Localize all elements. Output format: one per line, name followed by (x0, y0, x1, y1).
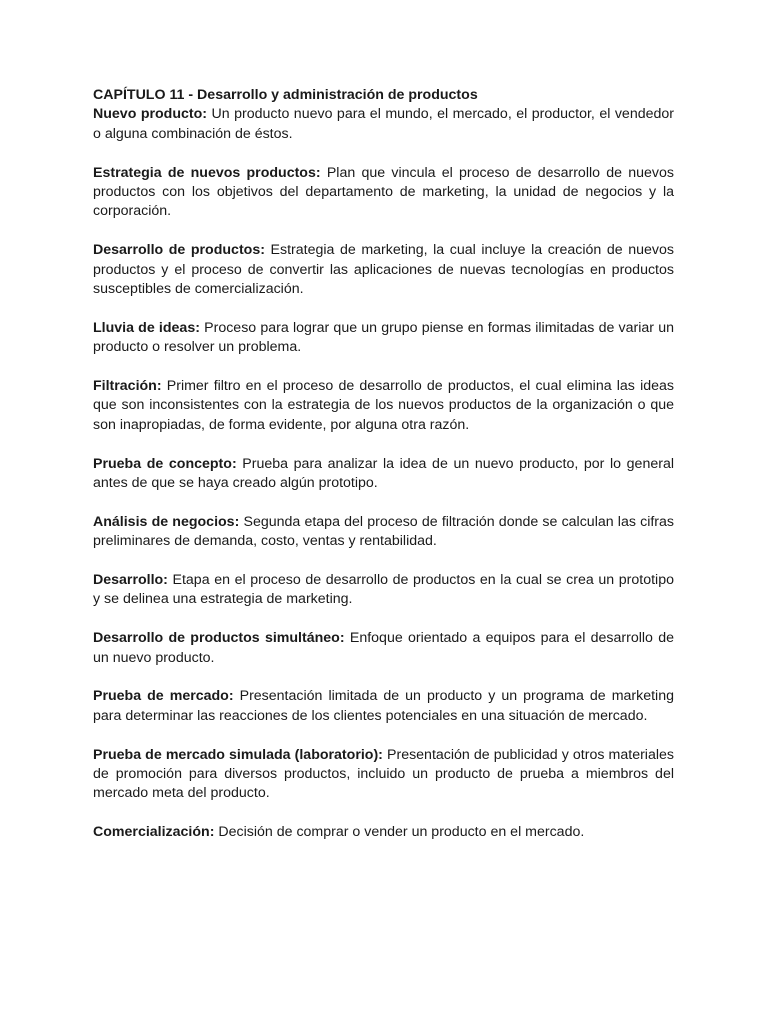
glossary-definition: Enfoque orientado a equipos para el desarrollo de un nuevo producto. (93, 630, 674, 666)
glossary-entry-filtracion (93, 377, 674, 435)
glossary-term: Prueba de mercado simulada (laboratorio): (93, 746, 383, 763)
glossary-term: Análisis de negocios: (93, 513, 240, 530)
glossary-definition: Proceso para lograr que un grupo piense en formas ilimitadas de variar un producto o resolver un problema. (93, 319, 674, 356)
glossary-definition: Segunda etapa del proceso de filtración donde se calculan las cifras preliminares de demanda, costo, ventas y rentabilidad. (93, 513, 674, 550)
glossary-term: Nuevo producto: (93, 106, 208, 123)
glossary-term: Desarrollo de productos simultáneo: (93, 630, 345, 647)
glossary-entry-nuevo-producto (93, 105, 674, 144)
glossary-definition: Presentación de publicidad y otros materiales de promoción para diversos productos, incluido un producto de prueba a miembros del mercado meta del producto. (93, 746, 674, 802)
glossary-entry-desarrollo-de-productos (93, 241, 674, 299)
glossary-definition: Etapa en el proceso de desarrollo de productos en la cual se crea un prototipo y se delinea una estrategia de marketing. (93, 572, 674, 608)
glossary-definition: Primer filtro en el proceso de desarrollo de productos, el cual elimina las ideas que son inconsistentes con la estrategia de los nuevos productos de la organización o que son inapropiadas, de forma evidente, por alguna otra razón. (93, 378, 674, 433)
glossary-definition: Plan que vincula el proceso de desarrollo de nuevos productos con los objetivos del departamento de marketing, la unidad de negocios y la corporación. (93, 164, 674, 220)
document-page (93, 86, 674, 862)
glossary-term: Filtración: (93, 378, 162, 395)
glossary-term: Comercialización: (93, 824, 215, 841)
glossary-definition: Decisión de comprar o vender un producto en el mercado. (218, 824, 585, 841)
glossary-definition: Estrategia de marketing, la cual incluye la creación de nuevos productos y el proceso de convertir las aplicaciones de nuevas tecnologías en productos susceptibles de comercialización. (93, 242, 674, 298)
glossary-term: Desarrollo de productos: (93, 242, 265, 259)
glossary-entry-prueba-de-mercado (93, 687, 674, 726)
glossary-term: Desarrollo: (93, 572, 168, 589)
glossary-entry-comercializacion (93, 823, 674, 842)
glossary-definition: Prueba para analizar la idea de un nuevo producto, por lo general antes de que se haya creado algún prototipo. (93, 455, 674, 492)
glossary-definition: Un producto nuevo para el mundo, el mercado, el productor, el vendedor o alguna combinación de éstos. (93, 106, 674, 142)
glossary-term: Estrategia de nuevos productos: (93, 164, 321, 181)
glossary-entry-analisis-de-negocios (93, 513, 674, 552)
chapter-title: CAPÍTULO 11 - Desarrollo y administración de productos (93, 87, 478, 103)
glossary-entry-prueba-de-concepto (93, 455, 674, 494)
glossary-entry-lluvia-de-ideas (93, 319, 674, 358)
glossary-term: Prueba de mercado: (93, 688, 234, 705)
glossary-entry-estrategia-nuevos-productos (93, 164, 674, 222)
glossary-term: Lluvia de ideas: (93, 319, 200, 336)
glossary-entry-prueba-de-mercado-simulada (93, 746, 674, 804)
glossary-term: Prueba de concepto: (93, 455, 237, 472)
glossary-entry-desarrollo-simultaneo (93, 629, 674, 668)
glossary-definition: Presentación limitada de un producto y un programa de marketing para determinar las reacciones de los clientes potenciales en una situación de mercado. (93, 688, 674, 724)
glossary-entry-desarrollo (93, 571, 674, 610)
